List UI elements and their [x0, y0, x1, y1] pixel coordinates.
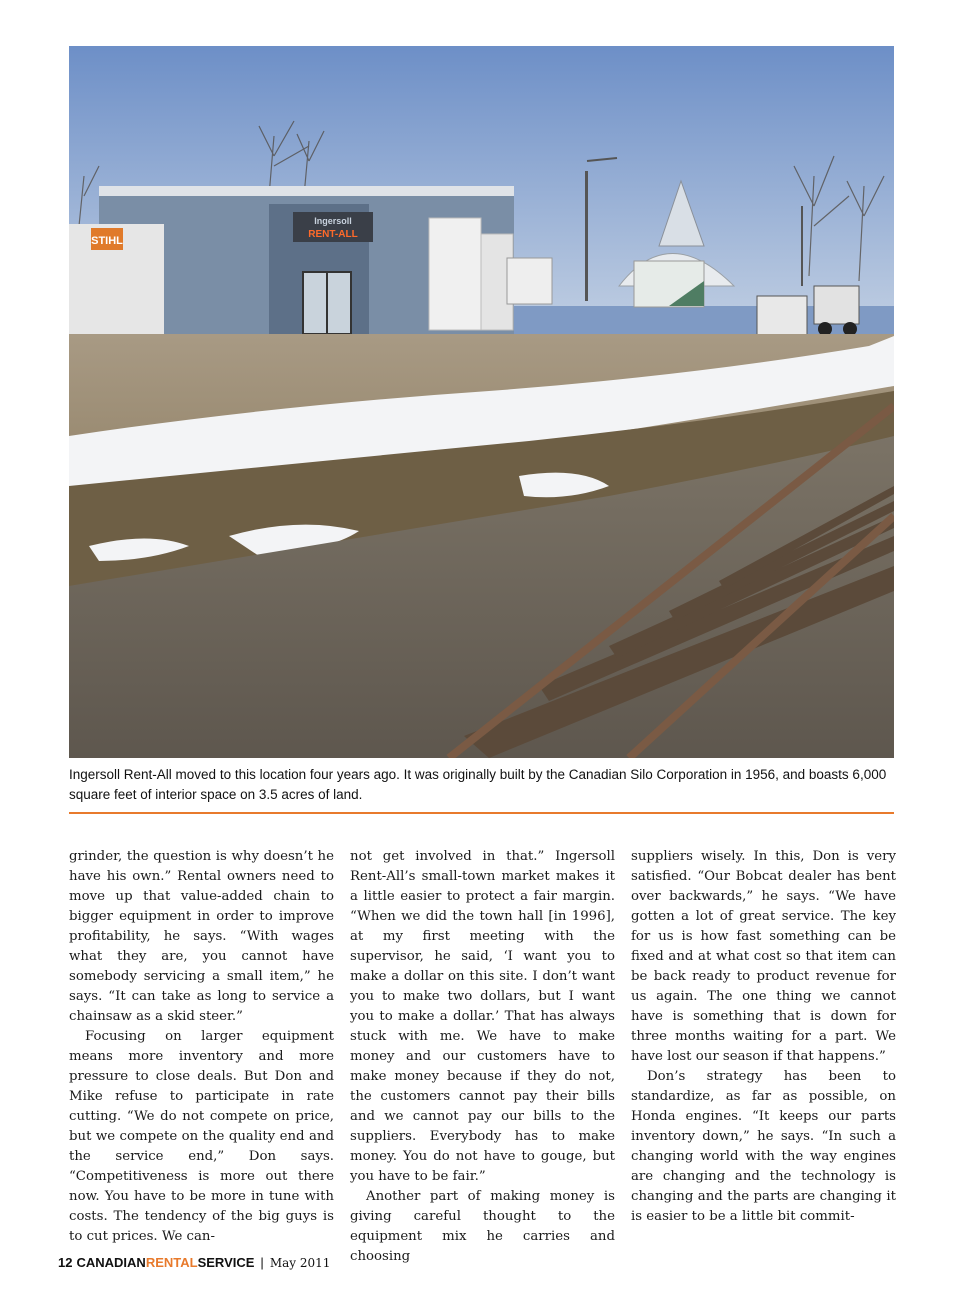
rentall-sign: RENT-ALL — [308, 229, 358, 240]
paragraph: Focusing on larger equipment means more inventory and more pressure to close deals. But Don and Mike refuse to participate in rate cutting. “We do not compete on price, but we compete on the quality end and the service end,” Don says. “Competitiveness is more out there now. You have to be more in tune with costs. The tendency of the big guys is to cut prices. We can- — [69, 1029, 334, 1244]
paragraph: suppliers wisely. In this, Don is very satisfied. “Our Bobcat dealer has bent over backwards,” he says. “We have gotten a lot of great service. The key for us is how fast something can be fixed and at what cost so that item can be back ready to product revenue for us again. The one thing we cannot have is something that is down for three months waiting for a part. We have lost our season if that happens.” — [631, 849, 896, 1064]
publication-name-part1: CANADIAN — [76, 1255, 146, 1270]
photo-caption: Ingersoll Rent-All moved to this location four years ago. It was originally built by the Canadian Silo Corporation in 1956, and boasts 6,000 square feet of interior space on 3.5 acres of land. — [69, 767, 887, 802]
paragraph: Don’s strategy has been to standardize, as far as possible, on Honda engines. “It keeps our parts inventory down,” he says. “In such a changing world with the way engines are changing and the technology is changing and the parts are changing it is easier to be a little bit commit- — [631, 1069, 896, 1224]
publication-name-part2: RENTAL — [145, 1255, 198, 1270]
footer-separator: | — [260, 1255, 264, 1270]
article-column-3 — [631, 847, 896, 1227]
stihl-sign: STIHL — [91, 235, 123, 247]
article-column-1 — [69, 847, 334, 1247]
issue-date: May 2011 — [269, 1256, 331, 1270]
paragraph: grinder, the question is why doesn’t he have his own.” Rental owners need to move up that value-added chain to bigger equipment in order to improve profitability, he says. “With wages what they are, you cannot have somebody servicing a small item,” he says. “It can take as long to service a chainsaw as a skid steer.” — [69, 849, 334, 1024]
rental-yard-photo — [69, 46, 894, 758]
paragraph: not get involved in that.” Ingersoll Rent-All’s small-town market makes it a little easier to protect a fair margin. “When we did the town hall [in 1996], at my first meeting with the supervisor, he said, ‘I want you to make a dollar on this site. I don’t want you to make two dollars, but I want you to make a dollar.’ That has always stuck with me. We have to make money and our customers have to make money because if they do not, the customers cannot pay their bills and we cannot pay our bills to the suppliers. Everybody has to make money. You do not have to gouge, but you have to be fair.” — [350, 849, 615, 1184]
ingersoll-sign: Ingersoll — [314, 216, 352, 226]
page-number: 12 — [58, 1255, 73, 1270]
article-photo — [69, 46, 894, 758]
publication-name-part3: SERVICE — [197, 1255, 255, 1270]
page-footer — [58, 1254, 330, 1272]
paragraph: Another part of making money is giving careful thought to the equipment mix he carries and choosing — [350, 1189, 615, 1264]
caption-divider — [69, 812, 894, 814]
article-column-2 — [350, 847, 615, 1267]
